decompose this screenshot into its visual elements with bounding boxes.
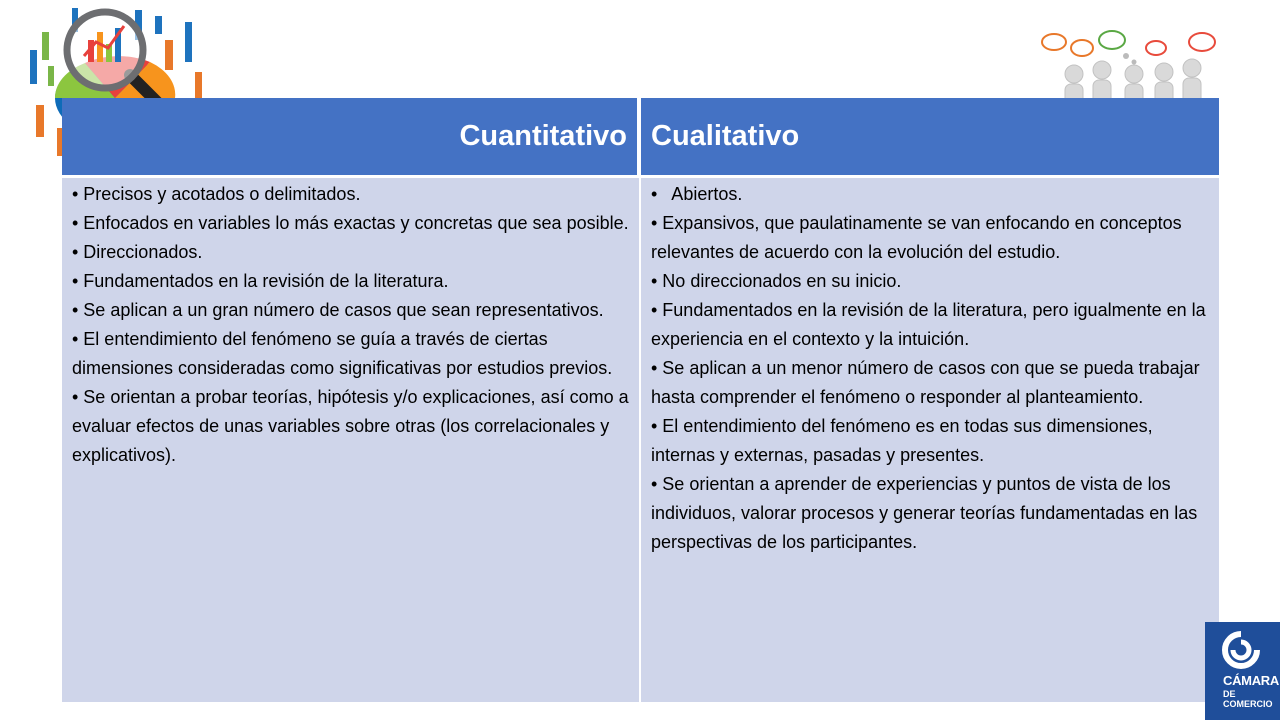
list-item: • El entendimiento del fenómeno es en todas sus dimensiones, internas y externas, pasadas y presentes. — [651, 416, 1153, 465]
list-item: • Precisos y acotados o delimitados. — [72, 184, 361, 204]
list-item: • Se orientan a probar teorías, hipótesis y/o explicaciones, así como a evaluar efectos de unas variables sobre otras (los correlacionales y explicativos). — [72, 387, 629, 465]
logo-line2: DE COMERCIO — [1223, 689, 1273, 709]
chamber-swirl-icon — [1219, 630, 1263, 670]
header-cuantitativo: Cuantitativo — [62, 98, 639, 175]
list-item: • Enfocados en variables lo más exactas y concretas que sea posible. — [72, 213, 629, 233]
list-item: • Direccionados. — [72, 242, 203, 262]
list-item: • Fundamentados en la revisión de la literatura, pero igualmente en la experiencia en el contexto y la intuición. — [651, 300, 1206, 349]
header-cualitativo: Cualitativo — [641, 98, 1219, 175]
list-item: • Expansivos, que paulatinamente se van enfocando en conceptos relevantes de acuerdo con la evolución del estudio. — [651, 213, 1182, 262]
logo-line1: CÁMARA — [1223, 673, 1279, 688]
list-item: • El entendimiento del fenómeno se guía a través de ciertas dimensiones consideradas como significativas por estudios previos. — [72, 329, 613, 378]
list-item: • No direccionados en su inicio. — [651, 271, 902, 291]
list-item: • Se aplican a un gran número de casos que sean representativos. — [72, 300, 604, 320]
list-item: • Fundamentados en la revisión de la literatura. — [72, 271, 449, 291]
list-item: • Se orientan a aprender de experiencias y puntos de vista de los individuos, valorar procesos y generar teorías fundamentadas en las perspectivas de los participantes. — [651, 474, 1198, 552]
list-item: • Se aplican a un menor número de casos con que se pueda trabajar hasta comprender el fenómeno o responder al planteamiento. — [651, 358, 1200, 407]
comparison-table — [62, 98, 1219, 702]
cualitativo-cell — [641, 178, 1219, 702]
list-item: • Abiertos. — [651, 184, 743, 204]
chamber-logo-icon — [1205, 622, 1280, 720]
cuantitativo-cell — [62, 178, 639, 702]
